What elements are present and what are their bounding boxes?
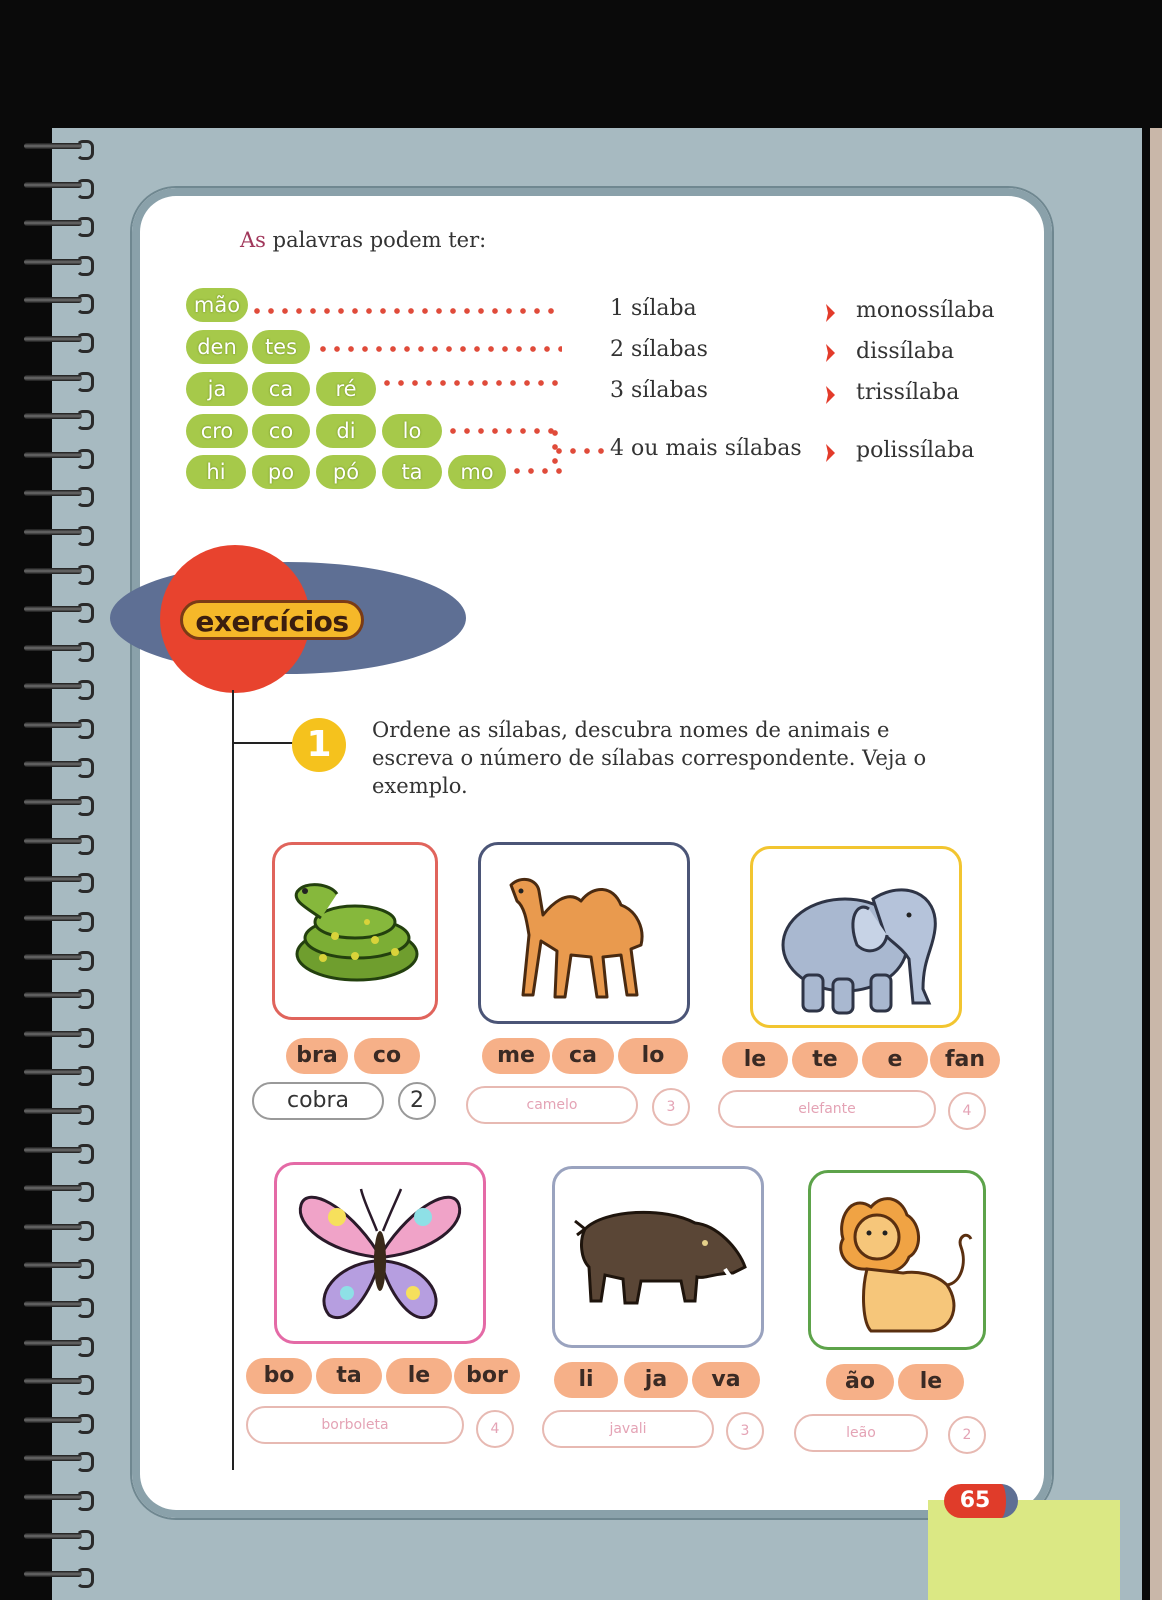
- spiral-ring: [18, 989, 96, 1003]
- spiral-ring: [18, 951, 96, 965]
- arrow-icon: [824, 302, 836, 324]
- spiral-ring: [18, 603, 96, 617]
- animal-picture-frame: [274, 1162, 486, 1344]
- spiral-ring: [18, 758, 96, 772]
- answer-field[interactable]: javali: [542, 1410, 714, 1448]
- dotted-leader: [380, 380, 562, 386]
- syllable-chip: co: [252, 414, 310, 448]
- syllable-pill: bo: [246, 1358, 312, 1394]
- spiral-ring: [18, 1452, 96, 1466]
- spiral-ring: [18, 1337, 96, 1351]
- syllable-chip: ca: [252, 372, 310, 406]
- animal-picture-frame: [552, 1166, 764, 1348]
- syllable-count-field[interactable]: 2: [948, 1416, 986, 1454]
- syllable-chip: ré: [316, 372, 376, 406]
- arrow-icon: [824, 384, 836, 406]
- spiral-ring: [18, 796, 96, 810]
- syllable-count-field[interactable]: 4: [948, 1092, 986, 1130]
- intro-text: [240, 228, 486, 252]
- syllable-chip: lo: [382, 414, 442, 448]
- spiral-ring: [18, 217, 96, 231]
- answer-field[interactable]: cobra: [252, 1082, 384, 1120]
- arrow-icon: [824, 342, 836, 364]
- exercise-guide-branch: [232, 742, 294, 744]
- animal-picture-frame: [808, 1170, 986, 1350]
- animal-picture-frame: [272, 842, 438, 1020]
- spiral-ring: [18, 1568, 96, 1582]
- spiral-ring: [18, 1221, 96, 1235]
- spiral-ring: [18, 1144, 96, 1158]
- spiral-ring: [18, 372, 96, 386]
- syllable-count-label: 4 ou mais sílabas: [610, 436, 802, 461]
- spiral-ring: [18, 565, 96, 579]
- spiral-ring: [18, 294, 96, 308]
- butterfly-icon: [277, 1165, 483, 1341]
- exercise-number: 1: [292, 718, 346, 772]
- syllable-pill: fan: [930, 1042, 1000, 1078]
- spiral-ring: [18, 1066, 96, 1080]
- animal-picture-frame: [750, 846, 962, 1028]
- syllable-pill: te: [792, 1042, 858, 1078]
- syllable-pill: me: [482, 1038, 550, 1074]
- syllable-pill: e: [862, 1042, 928, 1078]
- spiral-ring: [18, 256, 96, 270]
- exercise-instruction: Ordene as sílabas, descubra nomes de animais e escreva o número de sílabas correspondente. Veja o exemplo.: [372, 718, 927, 798]
- dotted-leader: [552, 448, 608, 454]
- syllable-count-field[interactable]: 4: [476, 1410, 514, 1448]
- answer-field[interactable]: borboleta: [246, 1406, 464, 1444]
- syllable-chip: pó: [316, 455, 376, 489]
- spiral-binding: [18, 140, 98, 1600]
- syllable-count-label: 3 sílabas: [610, 378, 708, 403]
- syllable-count-label: 1 sílaba: [610, 296, 697, 321]
- spiral-ring: [18, 333, 96, 347]
- syllable-chip: cro: [186, 414, 248, 448]
- arrow-icon: [824, 442, 836, 464]
- syllable-pill: le: [386, 1358, 452, 1394]
- syllable-count-field[interactable]: 3: [652, 1088, 690, 1126]
- word-classification: dissílaba: [856, 339, 955, 364]
- lion-icon: [811, 1173, 983, 1347]
- spiral-ring: [18, 1182, 96, 1196]
- syllable-pill: ta: [316, 1358, 382, 1394]
- animal-picture-frame: [478, 842, 690, 1024]
- camel-icon: [481, 845, 687, 1021]
- dotted-leader: [446, 428, 562, 434]
- syllable-chip: po: [252, 455, 310, 489]
- syllable-chip: tes: [252, 330, 310, 364]
- snake-icon: [275, 845, 435, 1017]
- syllable-chip: ja: [186, 372, 248, 406]
- page-edge: [1150, 128, 1162, 1600]
- spiral-ring: [18, 912, 96, 926]
- syllable-count-field[interactable]: 3: [726, 1412, 764, 1450]
- answer-field[interactable]: leão: [794, 1414, 928, 1452]
- spiral-ring: [18, 526, 96, 540]
- syllable-pill: lo: [618, 1038, 688, 1074]
- syllable-count-label: 2 sílabas: [610, 337, 708, 362]
- spiral-ring: [18, 680, 96, 694]
- spiral-ring: [18, 1414, 96, 1428]
- page-number: 65: [944, 1484, 1018, 1518]
- spiral-ring: [18, 140, 96, 154]
- syllable-pill: bra: [286, 1038, 348, 1074]
- syllable-chip: den: [186, 330, 248, 364]
- spiral-ring: [18, 1375, 96, 1389]
- syllable-pill: va: [692, 1362, 760, 1398]
- syllable-pill: ja: [624, 1362, 688, 1398]
- syllable-pill: le: [722, 1042, 788, 1078]
- spiral-ring: [18, 719, 96, 733]
- syllable-count-field[interactable]: 2: [398, 1082, 436, 1120]
- section-title: exercícios: [180, 600, 364, 640]
- syllable-pill: ão: [826, 1364, 894, 1400]
- syllable-pill: ca: [552, 1038, 614, 1074]
- syllable-pill: co: [354, 1038, 420, 1074]
- spiral-ring: [18, 410, 96, 424]
- word-classification: polissílaba: [856, 438, 975, 463]
- boar-icon: [555, 1169, 761, 1345]
- spiral-ring: [18, 873, 96, 887]
- syllable-pill: li: [554, 1362, 618, 1398]
- spiral-ring: [18, 179, 96, 193]
- syllable-chip: mo: [448, 455, 506, 489]
- answer-field[interactable]: elefante: [718, 1090, 936, 1128]
- spiral-ring: [18, 1298, 96, 1312]
- word-classification: monossílaba: [856, 298, 995, 323]
- word-classification: trissílaba: [856, 380, 960, 405]
- syllable-pill: bor: [454, 1358, 520, 1394]
- exercise-guide-line: [232, 690, 234, 1470]
- spiral-ring: [18, 1530, 96, 1544]
- syllable-chip: di: [316, 414, 376, 448]
- syllable-pill: le: [898, 1364, 964, 1400]
- spiral-ring: [18, 642, 96, 656]
- dotted-leader: [250, 308, 562, 314]
- spiral-ring: [18, 1105, 96, 1119]
- spiral-ring: [18, 1259, 96, 1273]
- spiral-ring: [18, 1028, 96, 1042]
- syllable-chip: hi: [186, 455, 246, 489]
- intro-rest: palavras podem ter:: [265, 228, 487, 252]
- answer-field[interactable]: camelo: [466, 1086, 638, 1124]
- syllable-chip: mão: [186, 288, 248, 322]
- elephant-icon: [753, 849, 959, 1025]
- spiral-ring: [18, 835, 96, 849]
- dotted-leader: [316, 346, 562, 352]
- syllable-chip: ta: [382, 455, 442, 489]
- intro-prefix: As: [240, 228, 266, 252]
- spiral-ring: [18, 1491, 96, 1505]
- spiral-ring: [18, 487, 96, 501]
- spiral-ring: [18, 449, 96, 463]
